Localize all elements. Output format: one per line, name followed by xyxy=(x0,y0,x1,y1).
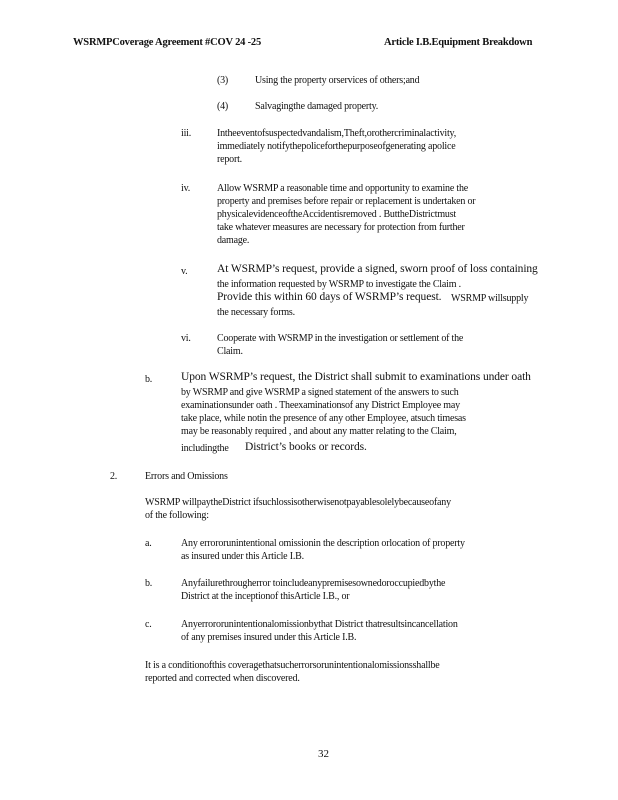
section-2-a-number: a. xyxy=(145,538,152,549)
item-b-line-1: Upon WSRMP’s request, the District shall submit to examinations under oath xyxy=(181,371,531,383)
item-3-line: Using the property orservices of others;and xyxy=(255,75,420,86)
item-4-text xyxy=(255,100,378,113)
item-v-number: v. xyxy=(181,266,188,277)
item-vi-line: Cooperate with WSRMP in the investigation or settlement of the xyxy=(217,333,464,344)
item-v-line-3b: WSRMP willsupply xyxy=(451,293,529,304)
section-2-c-line: of any premises insured under this Article I.B. xyxy=(181,632,357,643)
section-2-a-line: Any errororunintentional omissionin the description orlocation of property xyxy=(181,538,465,549)
section-2-b-line: Anyfailurethrougherror toincludeanypremisesownedoroccupiedbythe xyxy=(181,578,446,589)
item-v-line-1: At WSRMP’s request, provide a signed, sworn proof of loss containing xyxy=(217,263,538,275)
item-b-line: examinationsunder oath . Theexaminationsof any District Employee may xyxy=(181,400,460,411)
item-3-text xyxy=(255,74,419,87)
item-b-line: take place, while notin the presence of any other Employee, atsuch timesas xyxy=(181,413,466,424)
item-3-number: (3) xyxy=(217,75,229,86)
section-2-number: 2. xyxy=(110,471,118,482)
item-iii-number: iii. xyxy=(181,128,192,139)
section-2-a-line: as insured under this Article I.B. xyxy=(181,551,304,562)
item-iv-line: damage. xyxy=(217,235,250,246)
section-2-c-line: Anyerrororunintentionalomissionbythat District thatresultsincancellation xyxy=(181,619,458,630)
section-2-intro xyxy=(145,496,451,522)
item-v-line-3a: Provide this within 60 days of WSRMP’s request. xyxy=(217,291,442,303)
section-2-b-line: District at the inceptionof thisArticle I.B., or xyxy=(181,591,350,602)
item-b-line: by WSRMP and give WSRMP a signed statement of the answers to such xyxy=(181,387,459,398)
item-vi-number: vi. xyxy=(181,333,191,344)
section-2-c-text xyxy=(181,618,458,644)
item-iii-text xyxy=(217,127,456,166)
item-iv-line: Allow WSRMP a reasonable time and opportunity to examine the xyxy=(217,183,469,194)
item-vi-line: Claim. xyxy=(217,346,243,357)
item-vi-text xyxy=(217,332,463,358)
item-4-number: (4) xyxy=(217,101,229,112)
item-iv-line: property and premises before repair or replacement is undertaken or xyxy=(217,196,476,207)
item-b-text xyxy=(181,386,466,438)
item-iii-line: immediately notifythepoliceforthepurposeofgenerating apolice xyxy=(217,141,456,152)
section-2-intro-line: of the following: xyxy=(145,510,209,521)
section-2-closing xyxy=(145,659,440,685)
item-v-line-4: the necessary forms. xyxy=(217,307,295,318)
item-b-line: may be reasonably required , and about any matter relating to the Claim, xyxy=(181,426,457,437)
item-b-line-6a: includingthe xyxy=(181,443,229,454)
item-v-line-2: the information requested by WSRMP to investigate the Claim . xyxy=(217,279,461,290)
item-4-line: Salvagingthe damaged property. xyxy=(255,101,379,112)
section-2-a-text xyxy=(181,537,465,563)
section-2-closing-line: reported and corrected when discovered. xyxy=(145,673,300,684)
item-iv-line: take whatever measures are necessary for protection from further xyxy=(217,222,465,233)
section-2-closing-line: It is a conditionofthis coveragethatsucherrorsorunintentionalomissionsshallbe xyxy=(145,660,440,671)
section-2-intro-line: WSRMP willpaytheDistrict ifsuchlossisotherwisenotpayablesolelybecauseofany xyxy=(145,497,451,508)
item-iii-line: Intheeventofsuspectedvandalism,Theft,orothercriminalactivity, xyxy=(217,128,457,139)
item-b-line-6b: District’s books or records. xyxy=(245,441,367,453)
item-iv-line: physicalevidenceoftheAccidentisremoved . ButtheDistrictmust xyxy=(217,209,456,220)
section-2-title: Errors and Omissions xyxy=(145,471,228,482)
section-2-b-text xyxy=(181,577,445,603)
item-iv-number: iv. xyxy=(181,183,191,194)
item-iii-line: report. xyxy=(217,154,242,165)
item-b-number: b. xyxy=(145,374,153,385)
section-2-c-number: c. xyxy=(145,619,152,630)
item-iv-text xyxy=(217,182,475,247)
header-left: WSRMPCoverage Agreement #COV 24 -25 xyxy=(73,37,261,48)
page-number: 32 xyxy=(318,748,329,760)
header-right: Article I.B.Equipment Breakdown xyxy=(384,37,533,48)
section-2-b-number: b. xyxy=(145,578,153,589)
